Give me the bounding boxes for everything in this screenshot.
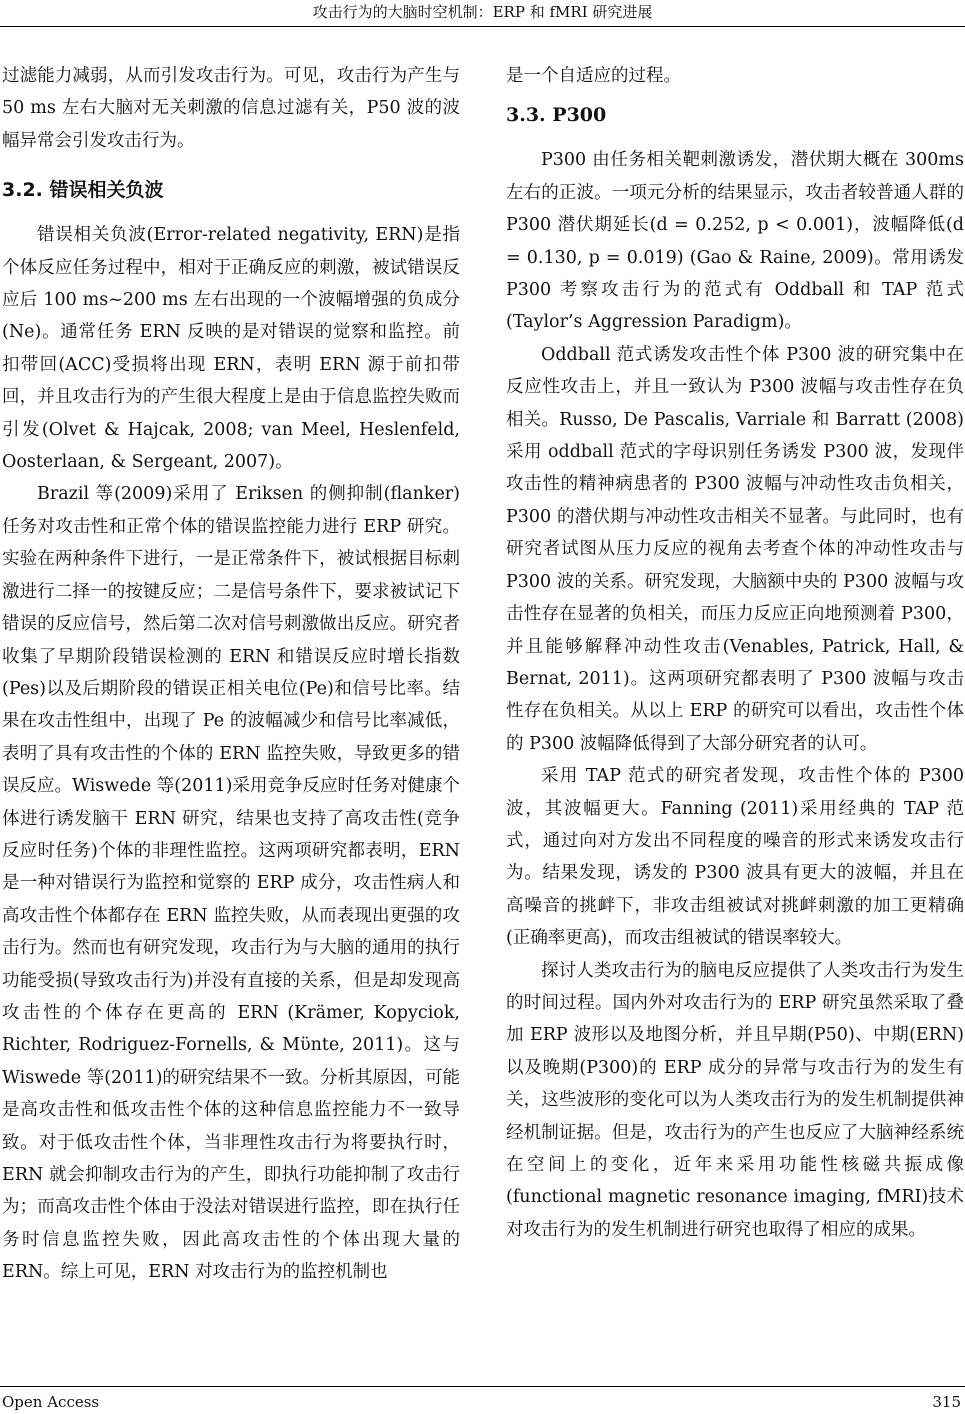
paragraph: 是一个自适应的过程。 (506, 66, 681, 86)
footer-divider (0, 1386, 965, 1387)
paragraph: 采用 TAP 范式的研究者发现，攻击性个体的 P300 波，其波幅更大。Fanning (2011)采用经典的 TAP 范式，通过向对方发出不同程度的噪音的形式来诱发攻击行为。结果发现，诱发的 P300 波具有更大的波幅，并且在高噪音的挑衅下，非攻击组被试对挑衅刺激的加工更精确(正确率更高)，而攻击组被试的错误率较大。 (506, 766, 964, 949)
section-heading-3-2: 3.2. 错误相关负波 (2, 179, 164, 202)
page-number: 315 (932, 1393, 961, 1411)
paragraph: Brazil 等(2009)采用了 Eriksen 的侧抑制(flanker)任务对攻击性和正常个体的错误监控能力进行 ERP 研究。实验在两种条件下进行，一是正常条件下，被试根据目标刺激进行二择一的按键反应；二是信号条件下，要求被试记下错误的反应信号，然后第二次对信号刺激做出反应。研究者收集了早期阶段错误检测的 ERN 和错误反应时增长指数(Pes)以及后期阶段的错误正相关电位(Pe)和信号比率。结果在攻击性组中，出现了 Pe 的波幅减少和信号比率减低，表明了具有攻击性的个体的 ERN 监控失败，导致更多的错误反应。Wiswede 等(2011)采用竞争反应时任务对健康个体进行诱发脑干 ERN 研究，结果也支持了高攻击性(竞争反应时任务)个体的非理性监控。这两项研究都表明，ERN 是一种对错误行为监控和觉察的 ERP 成分，攻击性病人和高攻击性个体都存在 ERN 监控失败，从而表现出更强的攻击行为。然而也有研究发现，攻击行为与大脑的通用的执行功能受损(导致攻击行为)并没有直接的关系，但是却发现高攻击性的个体存在更高的 ERN (Krämer, Kopyciok, Richter, Rodriguez-Fornells, & Mϋnte, 2011)。这与 Wiswede 等(2011)的研究结果不一致。分析其原因，可能是高攻击性和低攻击性个体的这种信息监控能力不一致导致。对于低攻击性个体，当非理性攻击行为将要执行时，ERN 就会抑制攻击行为的产生，即执行功能抑制了攻击行为；而高攻击性个体由于没法对错误进行监控，即在执行任务时信息监控失败，因此高攻击性的个体出现大量的 ERN。综上可见，ERN 对攻击行为的监控机制也 (2, 484, 460, 1283)
left-column (2, 60, 460, 1289)
right-column (506, 60, 964, 1246)
paragraph: P300 由任务相关靶刺激诱发，潜伏期大概在 300ms 左右的正波。一项元分析的结果显示，攻击者较普通人群的 P300 潜伏期延长(d = 0.252, p < 0.001)，波幅降低(d = 0.130, p = 0.019) (Gao & Raine, 2009)。常用诱发 P300 考察攻击行为的范式有 Oddball 和 TAP 范式(Taylor’s Aggression Paradigm)。 (506, 150, 964, 333)
paragraph: 探讨人类攻击行为的脑电反应提供了人类攻击行为发生的时间过程。国内外对攻击行为的 ERP 研究虽然采取了叠加 ERP 波形以及地图分析，并且早期(P50)、中期(ERN)以及晚期(P300)的 ERP 成分的异常与攻击行为的发生有关，这些波形的变化可以为人类攻击行为的发生机制提供神经机制证据。但是，攻击行为的产生也反应了大脑神经系统在空间上的变化，近年来采用功能性核磁共振成像(functional magnetic resonance imaging, fMRI)技术对攻击行为的发生机制进行研究也取得了相应的成果。 (506, 960, 964, 1240)
running-header: 攻击行为的大脑时空机制：ERP 和 fMRI 研究进展 (312, 3, 653, 21)
paragraph: 错误相关负波(Error-related negativity, ERN)是指个体反应任务过程中，相对于正确反应的刺激，被试错误反应后 100 ms~200 ms 左右出现的一个波幅增强的负成分(Ne)。通常任务 ERN 反映的是对错误的觉察和监控。前扣带回(ACC)受损将出现 ERN，表明 ERN 源于前扣带回，并且攻击行为的产生很大程度上是由于信息监控失败而引发(Olvet & Hajcak, 2008; van Meel, Heslenfeld, Oosterlaan, & Sergeant, 2007)。 (2, 225, 460, 473)
paragraph: 过滤能力减弱，从而引发攻击行为。可见，攻击行为产生与 50 ms 左右大脑对无关刺激的信息过滤有关，P50 波的波幅异常会引发攻击行为。 (2, 66, 460, 151)
footer-journal: Open Access (2, 1393, 100, 1411)
header-divider (0, 26, 965, 27)
section-heading-3-3: 3.3. P300 (506, 104, 607, 127)
paragraph: Oddball 范式诱发攻击性个体 P300 波的研究集中在反应性攻击上，并且一致认为 P300 波幅与攻击性存在负相关。Russo, De Pascalis, Varriale 和 Barratt (2008)采用 oddball 范式的字母识别任务诱发 P300 波，发现伴攻击性的精神病患者的 P300 波幅与冲动性攻击负相关，P300 的潜伏期与冲动性攻击相关不显著。与此同时，也有研究者试图从压力反应的视角去考查个体的冲动性攻击与 P300 波的关系。研究发现，大脑额中央的 P300 波幅与攻击性存在显著的负相关，而压力反应正向地预测着 P300，并且能够解释冲动性攻击(Venables, Patrick, Hall, & Bernat, 2011)。这两项研究都表明了 P300 波幅与攻击性存在负相关。从以上 ERP 的研究可以看出，攻击性个体的 P300 波幅降低得到了大部分研究者的认可。 (506, 344, 964, 754)
